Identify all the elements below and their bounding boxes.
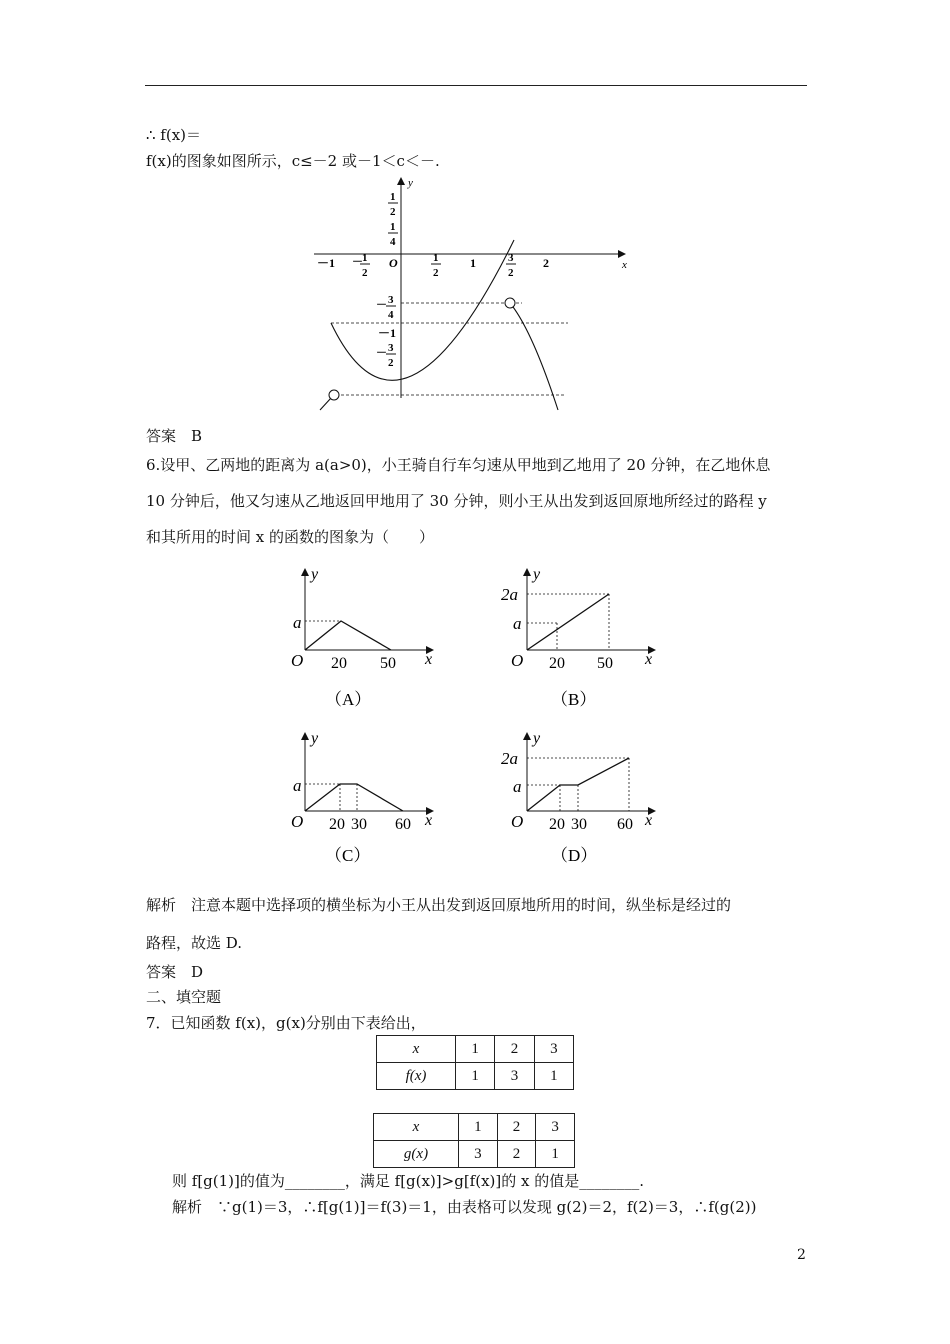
line-fx-graph-desc: f(x)的图象如图所示，c≤－2 或－1＜c＜－. (146, 152, 440, 170)
analysis-6-line2: 路程，故选 D. (146, 934, 243, 952)
open-point-right (505, 298, 515, 308)
question-6-line2: 10 分钟后，他又匀速从乙地返回甲地用了 30 分钟，则小王从出发到返回原地所经过的路程 y (146, 492, 767, 510)
y-tick-half (388, 191, 398, 218)
svg-text:2a: 2a (501, 585, 518, 604)
svg-text:O: O (511, 651, 524, 670)
y-axis-label: y (408, 177, 413, 189)
svg-text:1: 1 (390, 221, 396, 233)
x-tick-3-2 (506, 252, 516, 279)
svg-text:3: 3 (388, 294, 394, 306)
table-g: x 1 2 3 g(x) 3 2 1 (373, 1113, 575, 1168)
question-6-line3: 和其所用的时间 x 的函数的图象为（ ） (146, 528, 434, 546)
page-number: 2 (797, 1247, 806, 1263)
svg-text:y: y (311, 730, 319, 747)
svg-text:O: O (511, 812, 524, 831)
answer-6: 答案 D (146, 963, 204, 981)
svg-text:2: 2 (433, 267, 439, 279)
x-axis-label: x (622, 259, 627, 271)
line-fx-def: ∴ f(x)＝ (146, 126, 202, 144)
svg-text:20: 20 (549, 655, 565, 672)
x-tick-1: 1 (470, 256, 476, 270)
answer-5: 答案 B (146, 427, 203, 445)
svg-text:x: x (425, 651, 433, 668)
svg-text:2: 2 (362, 267, 368, 279)
option-a-graph (285, 563, 445, 713)
svg-text:60: 60 (617, 816, 633, 833)
open-point-left (329, 390, 339, 400)
option-d-graph (497, 727, 667, 872)
analysis-7: 解析 ∵g(1)＝3，∴f[g(1)]＝f(3)＝1，由表格可以发现 g(2)＝2，f(2)＝3，∴f(g(2)) (172, 1198, 757, 1216)
svg-text:30: 30 (351, 816, 367, 833)
right-curve (510, 303, 558, 410)
svg-text:a: a (513, 777, 522, 796)
svg-text:1: 1 (362, 252, 368, 264)
svg-text:a: a (293, 776, 302, 795)
x-tick-half (431, 252, 441, 279)
svg-text:x: x (645, 651, 653, 668)
svg-text:x: x (645, 812, 653, 829)
svg-text:20: 20 (549, 816, 565, 833)
svg-text:2a: 2a (501, 749, 518, 768)
question-7-ask: 则 f[g(1)]的值为________，满足 f[g(x)]>g[f(x)]的 x 的值是________. (172, 1172, 645, 1190)
svg-text:3: 3 (388, 342, 394, 354)
svg-text:x: x (425, 812, 433, 829)
svg-text:O: O (291, 812, 304, 831)
svg-text:50: 50 (597, 655, 613, 672)
y-tick-quarter (388, 221, 398, 248)
svg-text:20: 20 (329, 816, 345, 833)
option-b-graph (497, 563, 667, 713)
option-a-label: （A） (325, 690, 372, 709)
question-6-line1: 6.设甲、乙两地的距离为 a(a>0)，小王骑自行车匀速从甲地到乙地用了 20 分钟，在乙地休息 (146, 456, 771, 474)
section-fill-blank: 二、填空题 (146, 988, 222, 1006)
svg-text:2: 2 (388, 357, 394, 369)
svg-text:3: 3 (508, 252, 514, 264)
option-c-graph (285, 727, 445, 872)
svg-text:y: y (311, 566, 319, 583)
svg-text:y: y (533, 730, 541, 747)
analysis-6-line1: 解析 注意本题中选择项的横坐标为小王从出发到返回原地所用的时间，纵坐标是经过的 (146, 896, 732, 914)
svg-text:50: 50 (380, 655, 396, 672)
y-tick-neg-3-4 (376, 294, 396, 321)
svg-text:4: 4 (390, 236, 396, 248)
x-tick-neg1: －1 (317, 256, 336, 270)
table-f: x 1 2 3 f(x) 1 3 1 (376, 1035, 574, 1090)
y-tick-neg-3-2 (376, 342, 396, 369)
x-tick-neg-half (352, 252, 370, 279)
svg-text:1: 1 (390, 191, 396, 203)
origin-label: O (389, 256, 398, 270)
svg-text:a: a (293, 613, 302, 632)
fx-graph (300, 170, 640, 415)
svg-text:y: y (533, 566, 541, 583)
svg-text:2: 2 (508, 267, 514, 279)
svg-text:O: O (291, 651, 304, 670)
svg-text:1: 1 (433, 252, 439, 264)
svg-text:2: 2 (390, 206, 396, 218)
svg-text:4: 4 (388, 309, 394, 321)
svg-text:a: a (513, 614, 522, 633)
header-rule (145, 85, 807, 86)
option-c-label: （C） (325, 846, 371, 865)
svg-text:－: － (376, 347, 387, 359)
option-b-label: （B） (551, 690, 597, 709)
svg-text:－: － (352, 256, 363, 268)
question-7: 7．已知函数 f(x)，g(x)分别由下表给出， (146, 1014, 426, 1032)
y-tick-neg1: －1 (378, 326, 397, 340)
svg-text:－: － (376, 299, 387, 311)
svg-text:20: 20 (331, 655, 347, 672)
svg-text:60: 60 (395, 816, 411, 833)
x-tick-2: 2 (543, 256, 549, 270)
svg-text:30: 30 (571, 816, 587, 833)
option-d-label: （D） (551, 846, 598, 865)
